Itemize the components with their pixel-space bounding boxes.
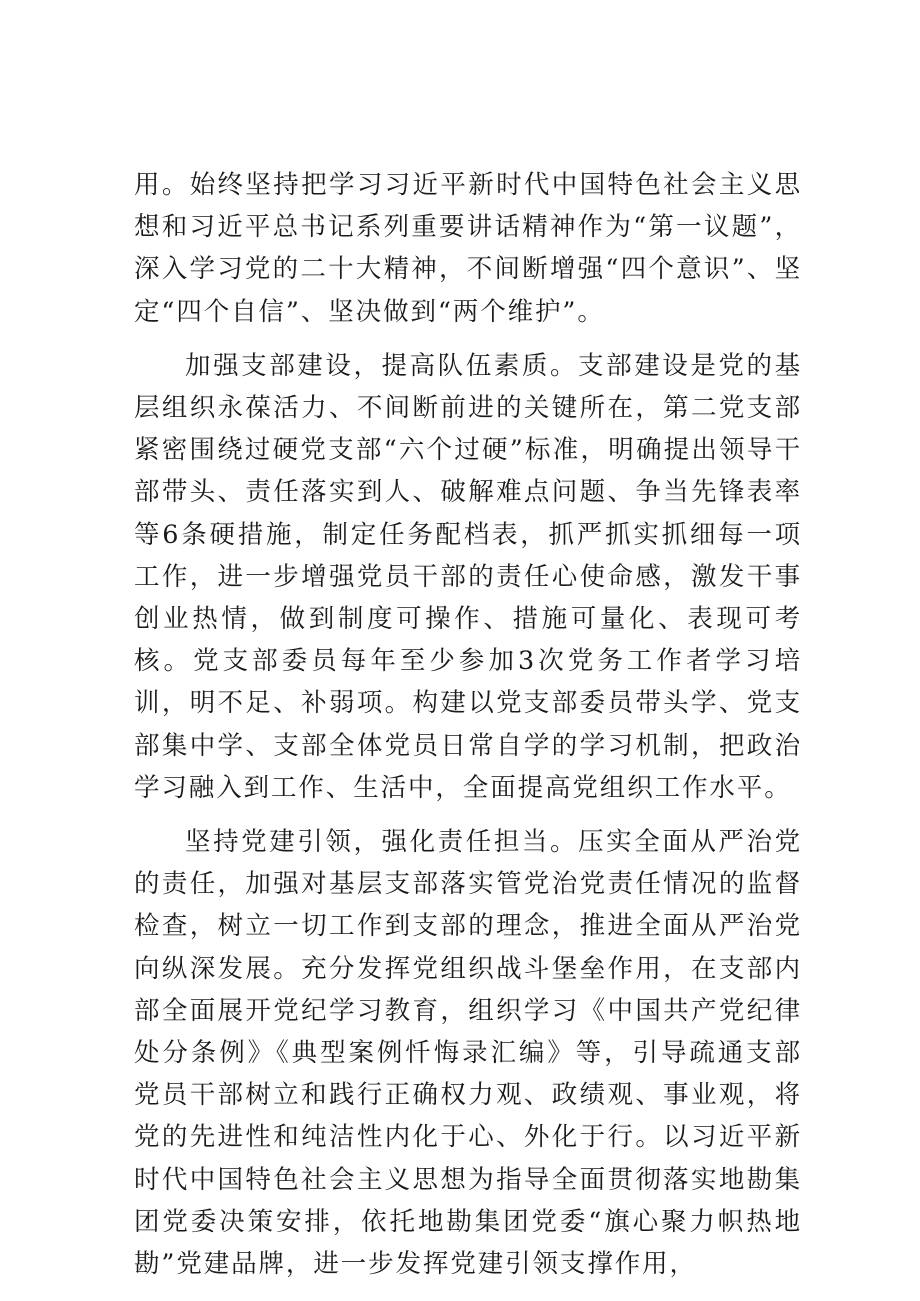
paragraph-party-leadership: 坚持党建引领，强化责任担当。压实全面从严治党的责任，加强对基层支部落实管党治党责任情况的监督检查，树立一切工作到支部的理念，推进全面从严治党向纵深发展。充分发挥党组织战斗堡垒作用，在支部内部全面展开党纪学习教育，组织学习《中国共产党纪律处分条例》《典型案例忏悔录汇编》等，引导疏通支部党员干部树立和践行正确权力观、政绩观、事业观，将党的先进性和纯洁性内化于心、外化于行。以习近平新时代中国特色社会主义思想为指导全面贯彻落实地勘集团党委决策安排，依托地勘集团党委“旗心聚力帜热地勘”党建品牌，进一步发挥党建引领支撑作用，: [134, 827, 802, 1280]
paragraph-continuation: 用。始终坚持把学习习近平新时代中国特色社会主义思想和习近平总书记系列重要讲话精神作为“第一议题”，深入学习党的二十大精神，不间断增强“四个意识”、坚定“四个自信”、坚决做到“两个维护”。: [134, 170, 802, 327]
document-body: [134, 164, 802, 1297]
paragraph-branch-building: 加强支部建设，提高队伍素质。支部建设是党的基层组织永葆活力、不间断前进的关键所在，第二党支部紧密围绕过硬党支部“六个过硬”标准，明确提出领导干部带头、责任落实到人、破解难点问题、争当先锋表率等6条硬措施，制定任务配档表，抓严抓实抓细每一项工作，进一步增强党员干部的责任心使命感，激发干事创业热情，做到制度可操作、措施可量化、表现可考核。党支部委员每年至少参加3次党务工作者学习培训，明不足、补弱项。构建以党支部委员带头学、党支部集中学、支部全体党员日常自学的学习机制，把政治学习融入到工作、生活中，全面提高党组织工作水平。: [134, 350, 802, 803]
